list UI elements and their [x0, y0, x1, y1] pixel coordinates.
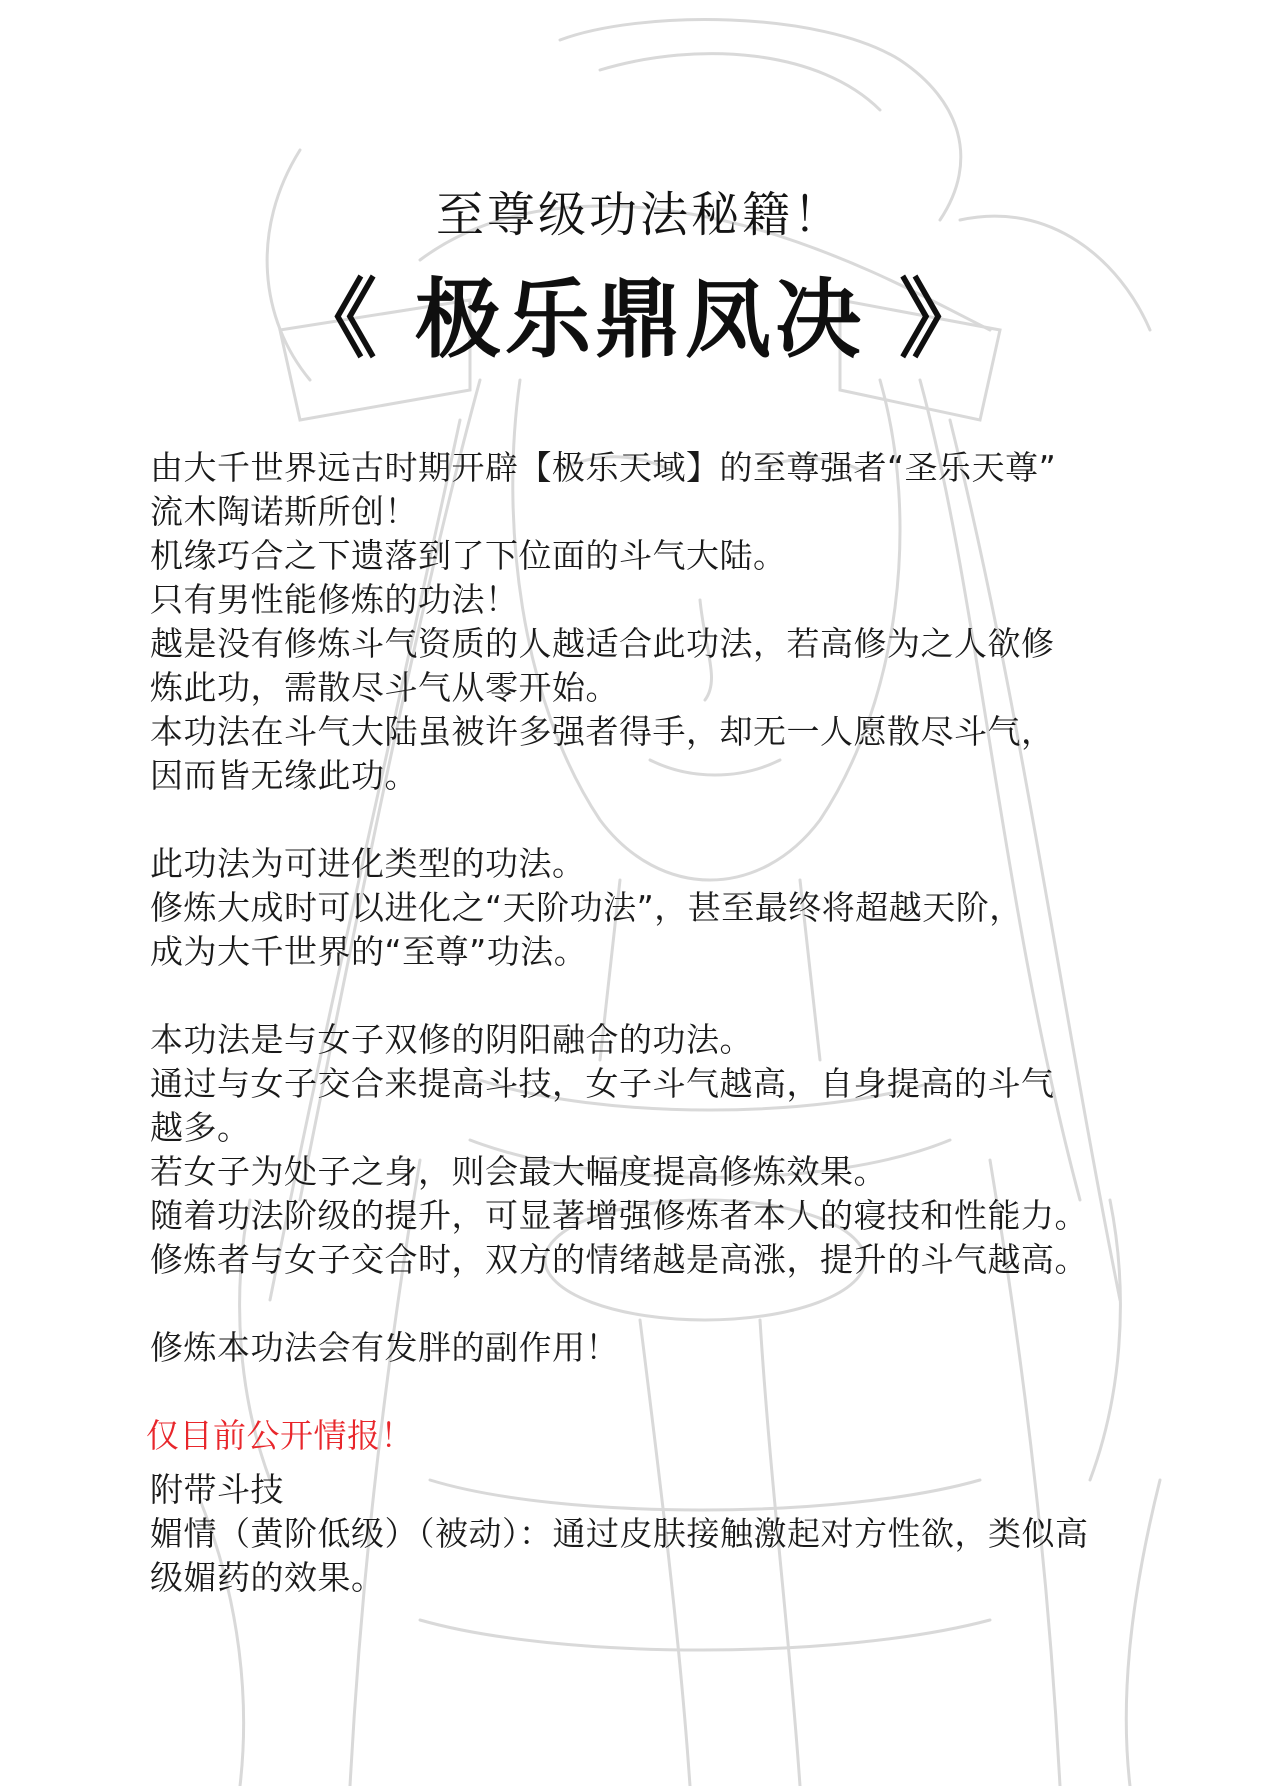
text-line: 本功法是与女子双修的阴阳融合的功法。 — [150, 1020, 753, 1059]
public-info-notice: 仅目前公开情报！ — [146, 1416, 414, 1455]
text-line: 因而皆无缘此功。 — [150, 756, 418, 795]
side-effect-paragraph — [150, 1326, 1180, 1370]
text-line: 流木陶诺斯所创！ — [150, 492, 418, 531]
text-line: 随着功法阶级的提升，可显著增强修炼者本人的寝技和性能力。 — [150, 1196, 1088, 1235]
text-line: 成为大千世界的“至尊”功法。 — [150, 932, 588, 971]
text-line: 媚情（黄阶低级）（被动）：通过皮肤接触激起对方性欲，类似高 — [150, 1514, 1089, 1553]
text-line: 只有男性能修炼的功法！ — [150, 580, 519, 619]
text-line: 越多。 — [150, 1108, 251, 1147]
text-line: 通过与女子交合来提高斗技，女子斗气越高，自身提高的斗气 — [150, 1064, 1055, 1103]
text-line: 机缘巧合之下遗落到了下位面的斗气大陆。 — [150, 536, 787, 575]
page-title: 《 极乐鼎凤决 》 — [291, 270, 989, 370]
text-line: 修炼大成时可以进化之“天阶功法”，甚至最终将超越天阶， — [150, 888, 1023, 927]
skills-heading: 附带斗技 — [150, 1470, 284, 1509]
text-line: 修炼者与女子交合时，双方的情绪越是高涨，提升的斗气越高。 — [150, 1240, 1088, 1279]
text-line: 级媚药的效果。 — [150, 1558, 385, 1597]
text-line: 此功法为可进化类型的功法。 — [150, 844, 586, 883]
dual-cultivation-paragraph — [150, 1018, 1180, 1282]
skills-section — [150, 1468, 1180, 1600]
text-line: 由大千世界远古时期开辟【极乐天域】的至尊强者“圣乐天尊” — [150, 448, 1057, 487]
side-effect-line: 修炼本功法会有发胖的副作用！ — [150, 1328, 619, 1367]
page-subtitle: 至尊级功法秘籍！ — [435, 187, 844, 243]
text-line: 若女子为处子之身，则会最大幅度提高修炼效果。 — [150, 1152, 887, 1191]
text-line: 炼此功，需散尽斗气从零开始。 — [150, 668, 619, 707]
evolution-paragraph — [150, 842, 1180, 974]
intro-paragraph — [150, 446, 1180, 798]
text-line: 越是没有修炼斗气资质的人越适合此功法，若高修为之人欲修 — [150, 624, 1055, 663]
text-line: 本功法在斗气大陆虽被许多强者得手，却无一人愿散尽斗气， — [150, 712, 1055, 751]
document-body — [146, 446, 1180, 1644]
